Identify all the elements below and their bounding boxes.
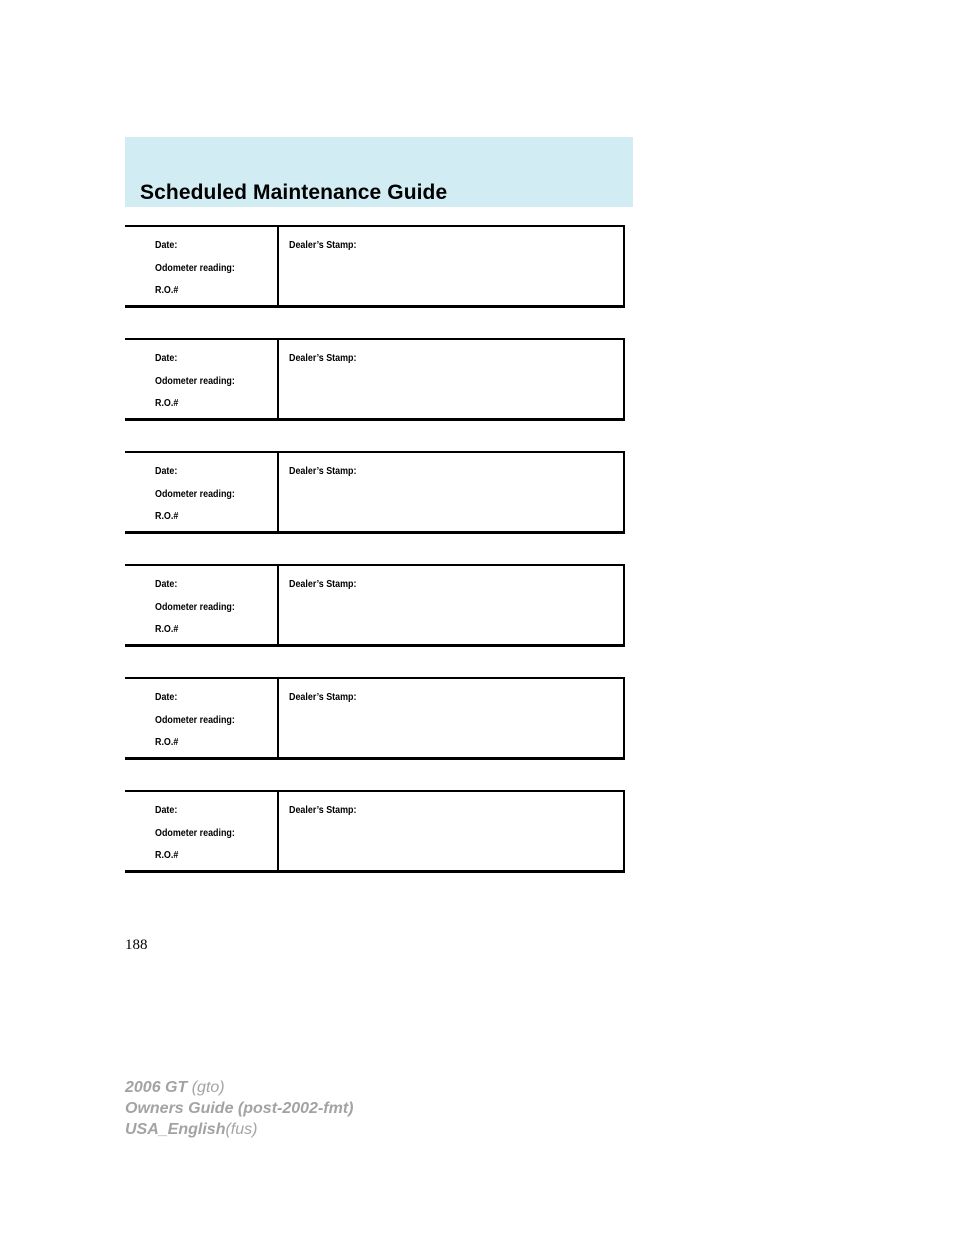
record-fields-column xyxy=(125,566,279,644)
ro-label: R.O.# xyxy=(155,397,179,409)
ro-label: R.O.# xyxy=(155,623,179,635)
footer-locale: USA_English xyxy=(125,1121,226,1138)
date-label: Date: xyxy=(155,465,178,477)
section-title: Scheduled Maintenance Guide xyxy=(140,181,448,204)
record-fields-column xyxy=(125,453,279,531)
page-number: 188 xyxy=(125,937,148,953)
footer-line-guide xyxy=(125,1098,353,1119)
dealer-stamp-label: Dealer’s Stamp: xyxy=(289,578,357,590)
footer-locale-code: (fus) xyxy=(225,1121,258,1138)
dealer-stamp-label: Dealer’s Stamp: xyxy=(289,691,357,703)
odometer-label: Odometer reading: xyxy=(155,714,235,726)
dealer-stamp-label: Dealer’s Stamp: xyxy=(289,352,357,364)
record-fields-column xyxy=(125,227,279,305)
date-label: Date: xyxy=(155,239,178,251)
ro-label: R.O.# xyxy=(155,849,179,861)
footer-guide: Owners Guide (post-2002-fmt) xyxy=(125,1100,354,1117)
ro-label: R.O.# xyxy=(155,736,179,748)
dealer-stamp-label: Dealer’s Stamp: xyxy=(289,465,357,477)
dealer-stamp-label: Dealer’s Stamp: xyxy=(289,804,357,816)
record-fields-column xyxy=(125,340,279,418)
footer-line-model xyxy=(125,1077,353,1098)
maintenance-record-box xyxy=(125,564,625,647)
ro-label: R.O.# xyxy=(155,284,179,296)
maintenance-record-box xyxy=(125,338,625,421)
date-label: Date: xyxy=(155,691,178,703)
footer-line-locale xyxy=(125,1119,353,1140)
maintenance-record-box xyxy=(125,677,625,760)
section-header-band xyxy=(125,137,633,207)
odometer-label: Odometer reading: xyxy=(155,375,235,387)
odometer-label: Odometer reading: xyxy=(155,601,235,613)
odometer-label: Odometer reading: xyxy=(155,262,235,274)
footer-model: 2006 GT xyxy=(125,1079,188,1096)
odometer-label: Odometer reading: xyxy=(155,827,235,839)
dealer-stamp-label: Dealer’s Stamp: xyxy=(289,239,357,251)
date-label: Date: xyxy=(155,804,178,816)
odometer-label: Odometer reading: xyxy=(155,488,235,500)
ro-label: R.O.# xyxy=(155,510,179,522)
record-fields-column xyxy=(125,792,279,870)
date-label: Date: xyxy=(155,578,178,590)
maintenance-record-box xyxy=(125,790,625,873)
date-label: Date: xyxy=(155,352,178,364)
maintenance-record-box xyxy=(125,225,625,308)
record-fields-column xyxy=(125,679,279,757)
document-footer xyxy=(125,1077,353,1140)
maintenance-record-box xyxy=(125,451,625,534)
footer-model-code: (gto) xyxy=(191,1079,225,1096)
